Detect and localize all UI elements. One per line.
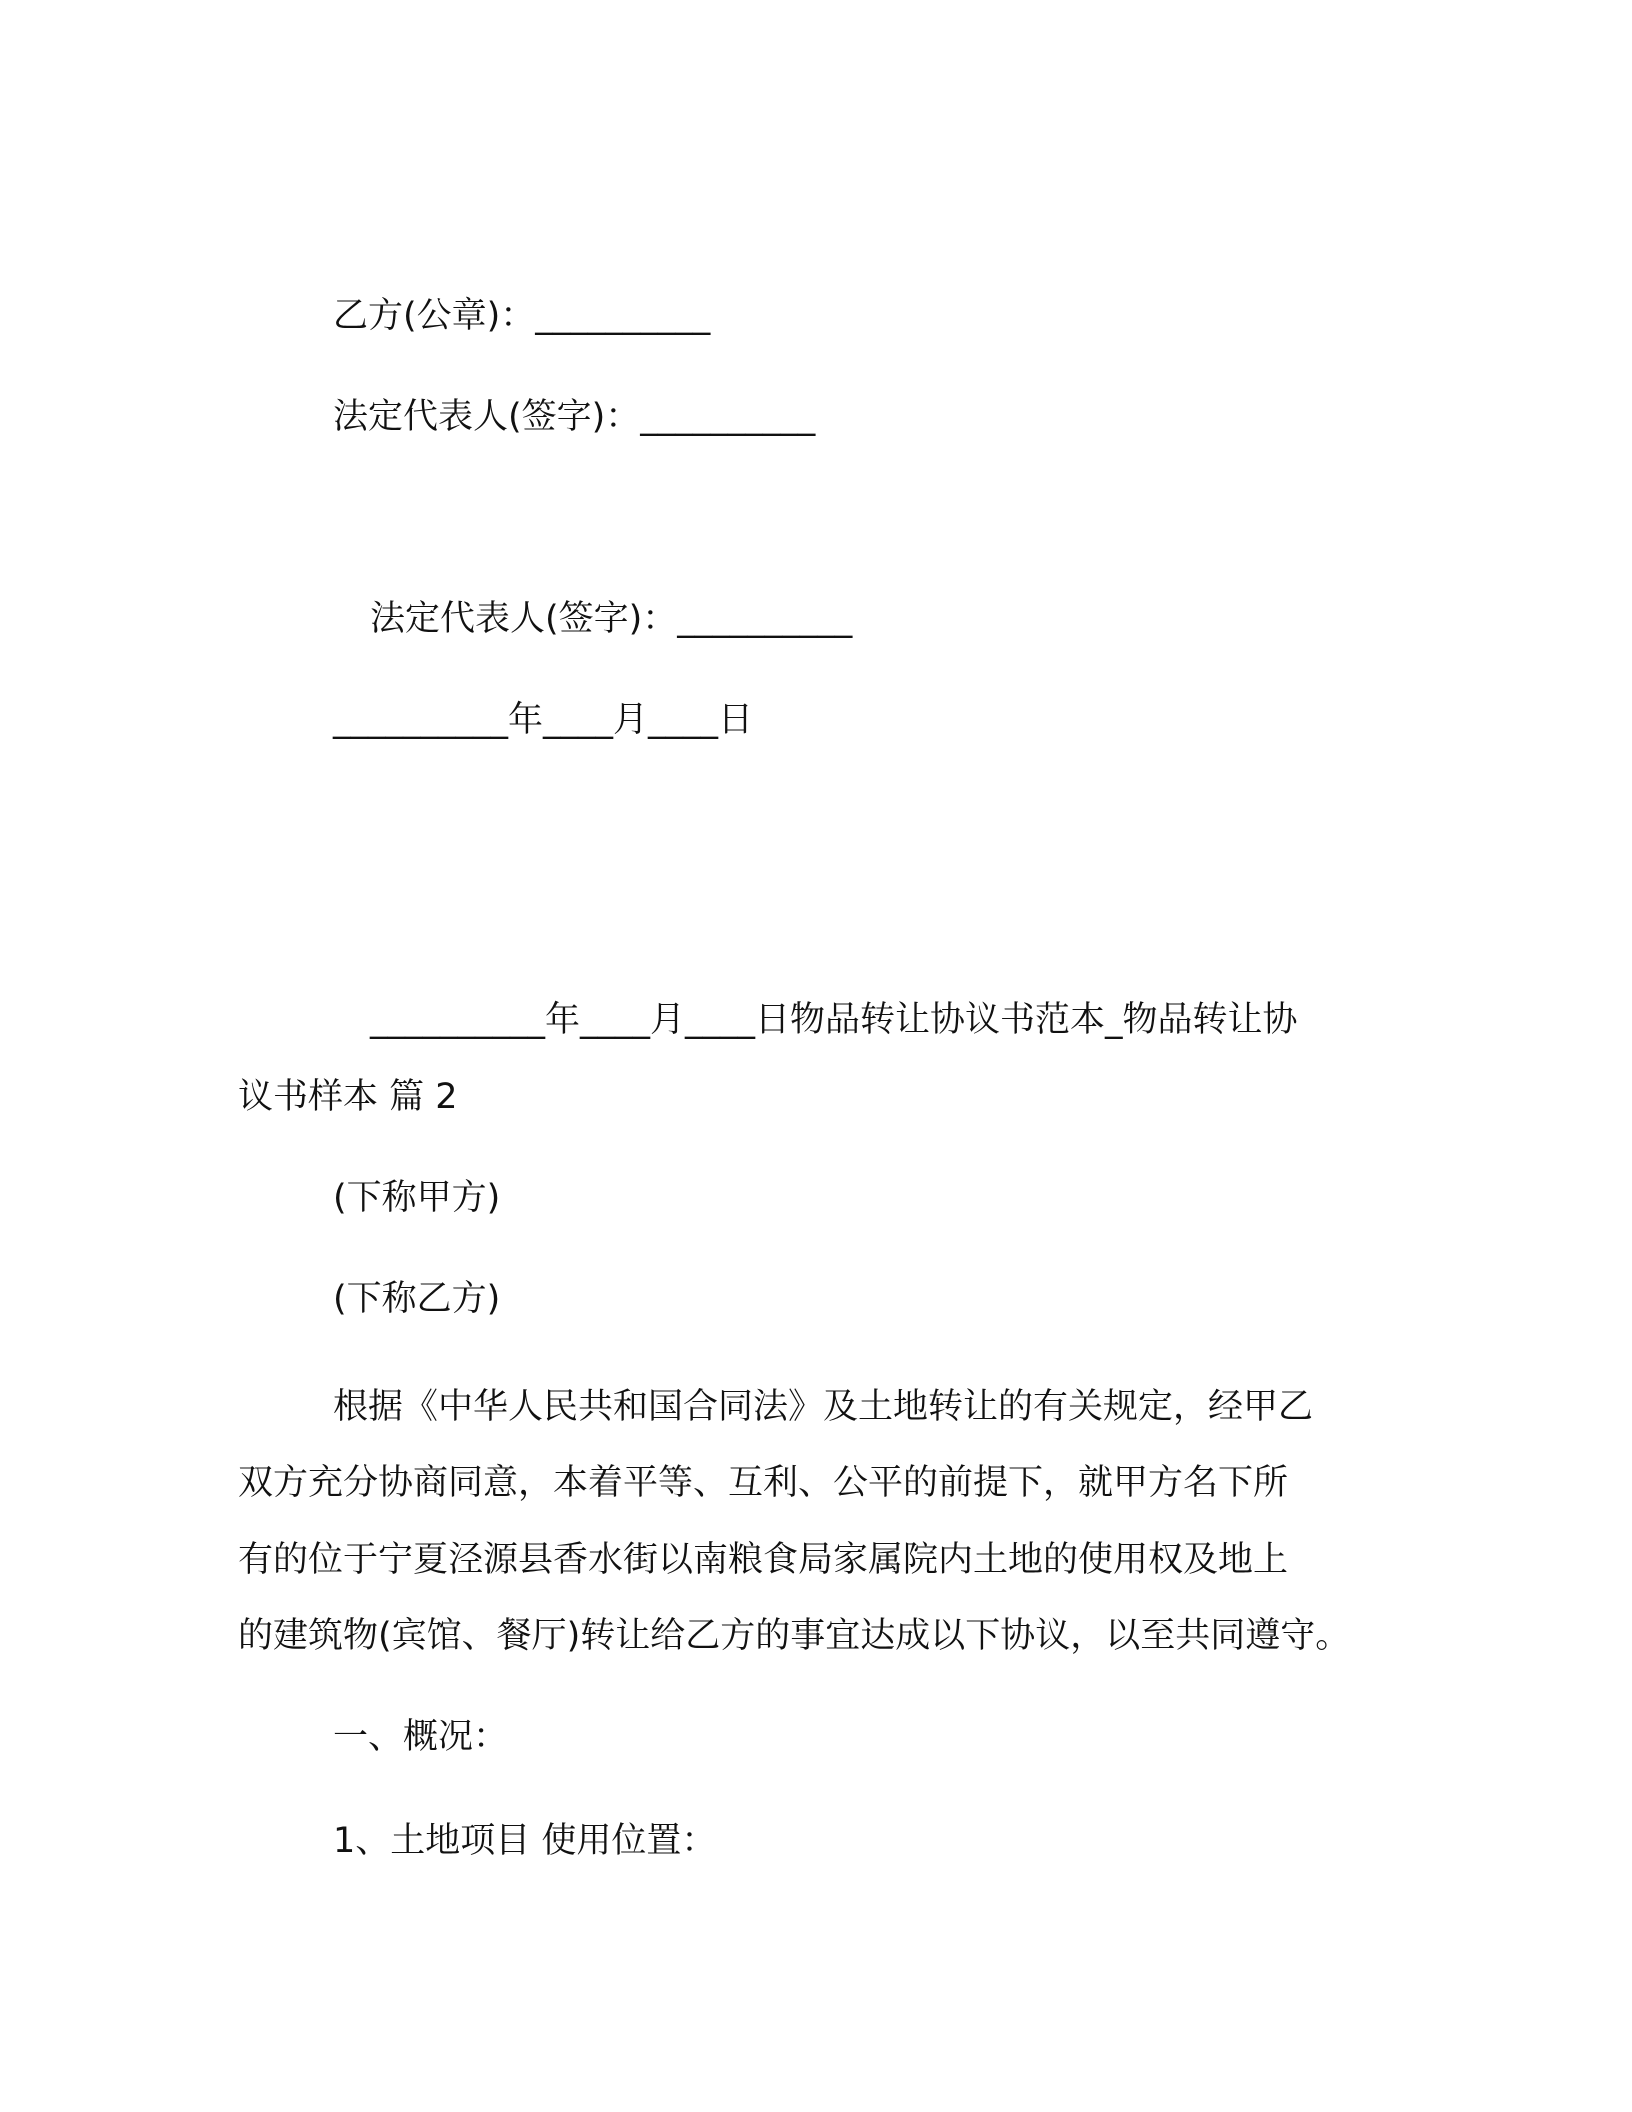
preamble-line-1: 根据《中华人民共和国合同法》及土地转让的有关规定，经甲乙 bbox=[333, 1387, 1314, 1427]
preamble-line-4: 的建筑物(宾馆、餐厅)转让给乙方的事宜达成以下协议，以至共同遵守。 bbox=[238, 1616, 1351, 1656]
section-heading-line-1: __________年____月____日物品转让协议书范本_物品转让协 bbox=[370, 1000, 1298, 1040]
legal-representative-signature-line-second: 法定代表人(签字)：__________ bbox=[370, 599, 853, 639]
section-one-title: 一、概况： bbox=[333, 1717, 509, 1757]
party-a-designation: (下称甲方) bbox=[333, 1178, 501, 1218]
section-one-item-1: 1、土地项目 使用位置： bbox=[333, 1821, 717, 1861]
party-b-seal-line: 乙方(公章)：__________ bbox=[333, 296, 711, 336]
legal-representative-signature-line: 法定代表人(签字)：__________ bbox=[333, 397, 816, 437]
party-b-designation: (下称乙方) bbox=[333, 1279, 501, 1319]
signature-date-line: __________年____月____日 bbox=[333, 700, 754, 740]
section-heading-line-2: 议书样本 篇 2 bbox=[238, 1077, 458, 1117]
preamble-line-3: 有的位于宁夏泾源县香水街以南粮食局家属院内土地的使用权及地上 bbox=[238, 1540, 1289, 1580]
preamble-line-2: 双方充分协商同意，本着平等、互利、公平的前提下，就甲方名下所 bbox=[238, 1463, 1289, 1503]
